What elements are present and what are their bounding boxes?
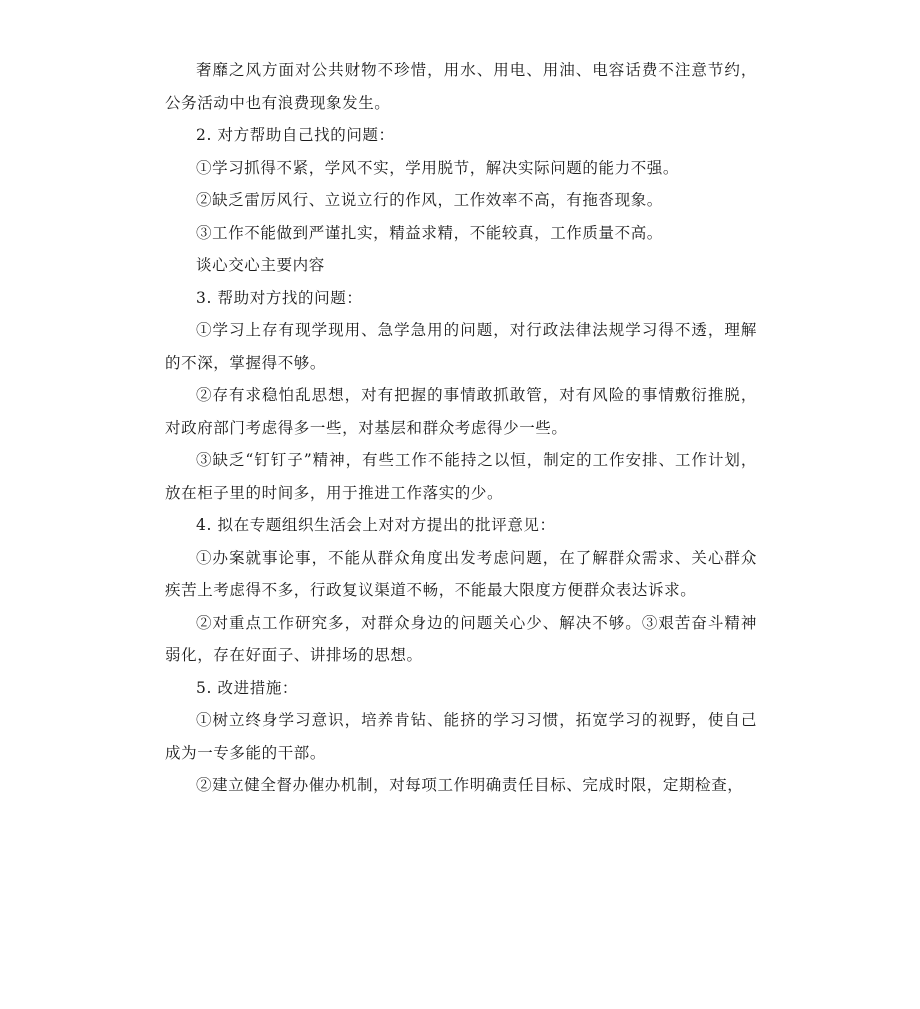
list-item: ②建立健全督办催办机制，对每项工作明确责任目标、完成时限，定期检查， <box>196 776 744 794</box>
list-item: ①树立终身学习意识，培养肯钻、能挤的学习习惯，拓宽学习的视野，使自己成为一专多能的干部。 <box>165 711 757 762</box>
list-item: ②存有求稳怕乱思想，对有把握的事情敢抓敢管，对有风险的事情敷衍推脱，对政府部门考虑得多一些，对基层和群众考虑得少一些。 <box>165 386 757 437</box>
list-item: ①学习上存有现学现用、急学急用的问题，对行政法律法规学习得不透，理解的不深，掌握得不够。 <box>165 321 757 372</box>
list-item: ①学习抓得不紧，学风不实，学用脱节，解决实际问题的能力不强。 <box>196 158 680 177</box>
paragraph-extravagance: 奢靡之风方面对公共财物不珍惜，用水、用电、用油、电容话费不注意节约，公务活动中也有浪费现象发生。 <box>165 61 757 112</box>
list-item: ②对重点工作研究多，对群众身边的问题关心少、解决不够。③艰苦奋斗精神弱化，存在好面子、讲排场的思想。 <box>165 613 757 664</box>
list-item: ③缺乏“钉钉子”精神，有些工作不能持之以恒，制定的工作安排、工作计划，放在柜子里的时间多，用于推进工作落实的少。 <box>165 451 757 502</box>
heading-criticism: 4. 拟在专题组织生活会上对对方提出的批评意见： <box>196 516 556 534</box>
heading-problems-found-by-other: 2. 对方帮助自己找的问题： <box>196 126 395 144</box>
list-item: ①办案就事论事，不能从群众角度出发考虑问题，在了解群众需求、关心群众疾苦上考虑得不多，行政复议渠道不畅，不能最大限度方便群众表达诉求。 <box>165 548 757 599</box>
list-item: ②缺乏雷厉风行、立说立行的作风，工作效率不高，有拖沓现象。 <box>196 191 663 209</box>
heading-problems-found-for-other: 3. 帮助对方找的问题： <box>196 288 363 307</box>
section-title-talk-content: 谈心交心主要内容 <box>196 256 325 274</box>
list-item: ③工作不能做到严谨扎实，精益求精，不能较真，工作质量不高。 <box>196 223 663 242</box>
document-body <box>165 54 757 802</box>
heading-improvement-measures: 5. 改进措施： <box>196 678 299 697</box>
